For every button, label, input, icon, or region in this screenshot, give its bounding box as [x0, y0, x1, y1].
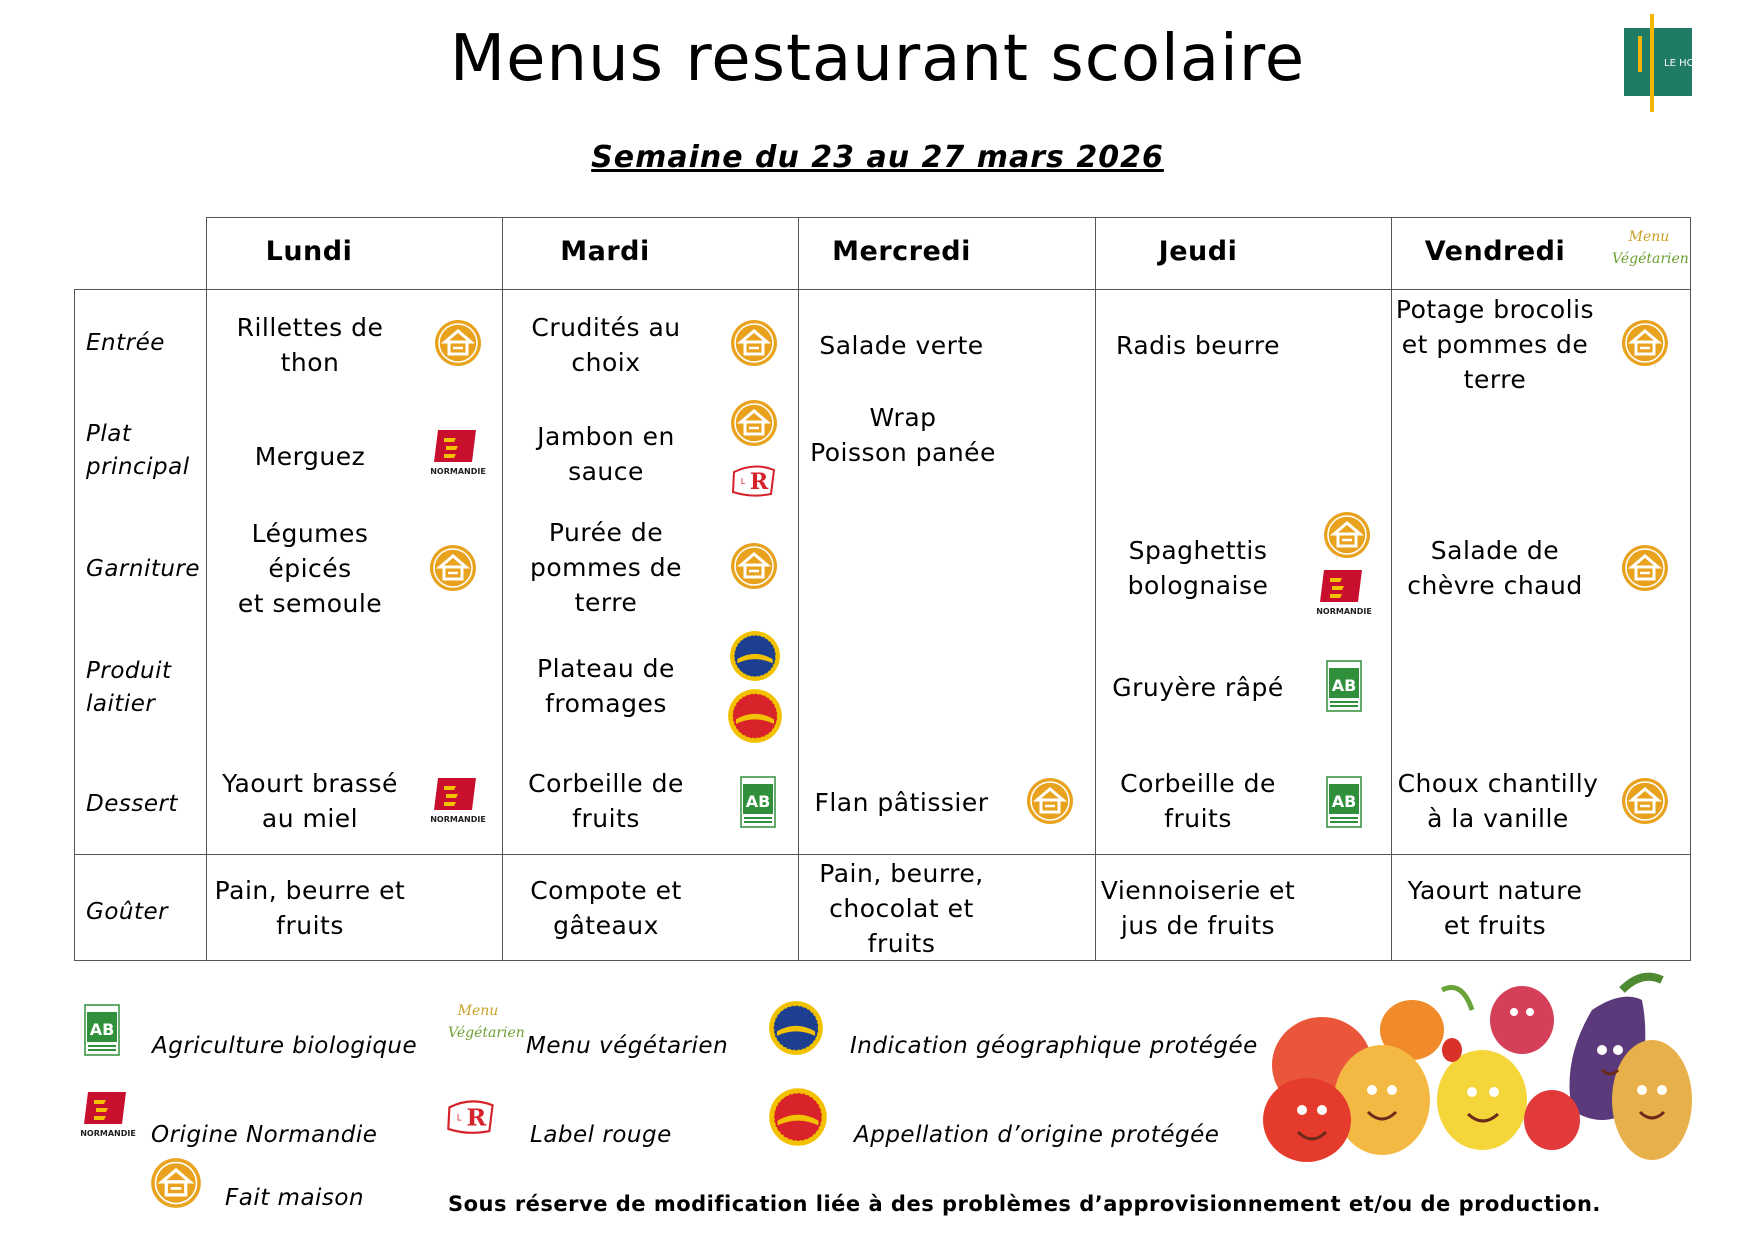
day-header-lundi: Lundi	[265, 236, 353, 267]
dish-line: Radis beurre	[1116, 330, 1280, 360]
legend-igp: Indication géographique protégée	[850, 1033, 1258, 1059]
agriculture-bio-icon	[1326, 776, 1362, 828]
jeudi-laitier	[1096, 669, 1300, 705]
dish-line: chèvre chaud	[1407, 571, 1583, 600]
day-header-mardi: Mardi	[560, 236, 650, 267]
dish-line: au miel	[261, 804, 359, 833]
dish-line: Pain, beurre,	[819, 859, 984, 888]
vegetarian-menu-badge	[1612, 226, 1689, 280]
mercredi-gouter	[799, 856, 1004, 961]
dish-line: Compote et	[530, 876, 682, 905]
fait-maison-icon	[729, 541, 779, 591]
page-title: Menus restaurant scolaire	[449, 22, 1306, 96]
agriculture-bio-icon	[1326, 660, 1362, 712]
vege-icon-line1: Menu	[457, 1003, 499, 1019]
row-label-laitier	[86, 655, 171, 721]
dish-line: bolognaise	[1127, 571, 1269, 600]
fait-maison-icon	[433, 318, 483, 368]
dish-line: Jambon en	[537, 422, 675, 451]
dish-line: à la vanille	[1427, 804, 1569, 833]
normandie-icon	[80, 1090, 136, 1138]
row-label-entree: Entrée	[86, 330, 165, 356]
mardi-laitier	[503, 651, 709, 721]
jeudi-gouter	[1096, 873, 1300, 943]
logo-text: LE HOULME	[1664, 58, 1723, 69]
mercredi-plat	[799, 400, 1007, 470]
vege-badge-line2: Végétarien	[1612, 251, 1689, 267]
day-header-vendredi: Vendredi	[1424, 236, 1566, 267]
igp-icon	[729, 630, 781, 682]
dish-line: fruits	[276, 911, 344, 940]
dish-line: sauce	[568, 457, 644, 486]
dish-line: Spaghettis	[1128, 536, 1268, 565]
dish-line: gâteaux	[553, 911, 659, 940]
row-label-laitier-line2: laitier	[86, 691, 156, 717]
lundi-plat	[207, 438, 413, 474]
vege-badge-line1: Menu	[1628, 229, 1670, 245]
dish-line: Yaourt nature	[1407, 876, 1583, 905]
normandie-icon	[430, 428, 486, 476]
row-label-laitier-line1: Produit	[86, 658, 172, 684]
mardi-garniture	[503, 515, 709, 620]
day-header-jeudi: Jeudi	[1158, 236, 1238, 267]
dish-line: terre	[574, 588, 638, 617]
dish-line: Poisson panée	[810, 438, 996, 467]
aop-icon	[768, 1087, 828, 1147]
dish-line: Merguez	[254, 441, 366, 471]
dish-line: Viennoiserie et	[1100, 876, 1296, 905]
row-label-plat-line2: principal	[86, 454, 190, 480]
vendredi-garniture	[1392, 533, 1598, 603]
dish-line: Crudités au	[531, 313, 681, 342]
mardi-plat	[503, 419, 709, 489]
row-label-dessert: Dessert	[86, 791, 178, 817]
vege-icon-line2: Végétarien	[448, 1025, 525, 1041]
dish-line: Purée de	[548, 518, 664, 547]
mardi-dessert	[503, 766, 709, 836]
disclaimer-note: Sous réserve de modification liée à des problèmes d’approvisionnement et/ou de production.	[448, 1192, 1601, 1216]
dish-line: pommes de	[530, 553, 682, 582]
legend-normandie: Origine Normandie	[151, 1122, 378, 1148]
aop-icon	[727, 688, 783, 744]
vendredi-dessert	[1392, 766, 1604, 836]
dish-line: et fruits	[1443, 911, 1547, 940]
agriculture-bio-icon	[84, 1004, 120, 1056]
fait-maison-icon	[149, 1156, 203, 1210]
igp-icon	[768, 1000, 824, 1056]
dish-line: et semoule	[237, 588, 383, 618]
legend-bio: Agriculture biologique	[152, 1033, 418, 1059]
jeudi-garniture	[1096, 533, 1300, 603]
dish-line: et pommes de	[1401, 330, 1589, 359]
dish-line: fruits	[572, 804, 640, 833]
dish-line: Salade verte	[819, 330, 984, 360]
fait-maison-icon	[1620, 318, 1670, 368]
legend-vege: Menu végétarien	[526, 1033, 729, 1059]
fait-maison-icon	[1025, 776, 1075, 826]
normandie-icon	[430, 776, 486, 824]
dish-line: Corbeille de	[1120, 769, 1276, 798]
fait-maison-icon	[1620, 776, 1670, 826]
dish-line: Yaourt brassé	[222, 769, 398, 798]
legend-fait-maison: Fait maison	[225, 1185, 365, 1211]
dish-line: fruits	[1164, 804, 1232, 833]
fruits-vegetables-illustration	[1262, 970, 1692, 1170]
dish-line: chocolat et	[829, 894, 974, 923]
dish-line: Potage brocolis	[1395, 295, 1595, 324]
dish-line: Légumes épicés	[251, 518, 369, 583]
fait-maison-icon	[729, 398, 779, 448]
legend-aop: Appellation d’origine protégée	[854, 1122, 1220, 1148]
fait-maison-icon	[1620, 543, 1670, 593]
day-header-mercredi: Mercredi	[832, 236, 971, 267]
dish-line: fromages	[545, 689, 667, 718]
dish-line: Plateau de	[537, 654, 675, 683]
lundi-gouter	[207, 873, 413, 943]
lundi-entree	[207, 310, 413, 380]
dish-line: Corbeille de	[528, 769, 684, 798]
dish-line: thon	[280, 348, 340, 377]
legend-label-rouge: Label rouge	[530, 1122, 672, 1148]
mercredi-entree	[799, 327, 1004, 363]
mercredi-dessert	[799, 784, 1004, 820]
row-label-gouter: Goûter	[86, 899, 169, 925]
dish-line: Pain, beurre et	[214, 876, 406, 905]
row-label-plat	[86, 418, 190, 484]
dish-line: Wrap	[869, 403, 937, 432]
dish-line: jus de fruits	[1120, 911, 1276, 940]
week-subtitle: Semaine du 23 au 27 mars 2026	[591, 140, 1164, 175]
dish-line: fruits	[867, 929, 936, 958]
vendredi-entree	[1392, 292, 1598, 397]
dish-line: Gruyère râpé	[1112, 672, 1284, 702]
row-label-garniture: Garniture	[86, 556, 201, 582]
fait-maison-icon	[428, 543, 478, 593]
agriculture-bio-icon	[740, 776, 776, 828]
label-rouge-icon	[729, 460, 779, 500]
dish-line: Rillettes de	[236, 313, 384, 342]
jeudi-dessert	[1096, 766, 1300, 836]
lundi-garniture	[207, 518, 413, 618]
fait-maison-icon	[1322, 510, 1372, 560]
lundi-dessert	[207, 766, 413, 836]
dish-line: Flan pâtissier	[814, 787, 989, 817]
vegetarian-menu-icon	[448, 1000, 525, 1044]
row-label-plat-line1: Plat	[86, 421, 132, 447]
dish-line: Choux chantilly	[1397, 769, 1599, 798]
vendredi-gouter	[1392, 873, 1598, 943]
dish-line: choix	[571, 348, 641, 377]
mardi-entree	[503, 310, 709, 380]
fait-maison-icon	[729, 318, 779, 368]
mardi-gouter	[503, 873, 709, 943]
normandie-icon	[1316, 568, 1372, 616]
dish-line: Salade de	[1430, 536, 1560, 565]
dish-line: terre	[1463, 365, 1527, 394]
jeudi-entree	[1096, 327, 1300, 363]
label-rouge-icon	[444, 1094, 498, 1138]
